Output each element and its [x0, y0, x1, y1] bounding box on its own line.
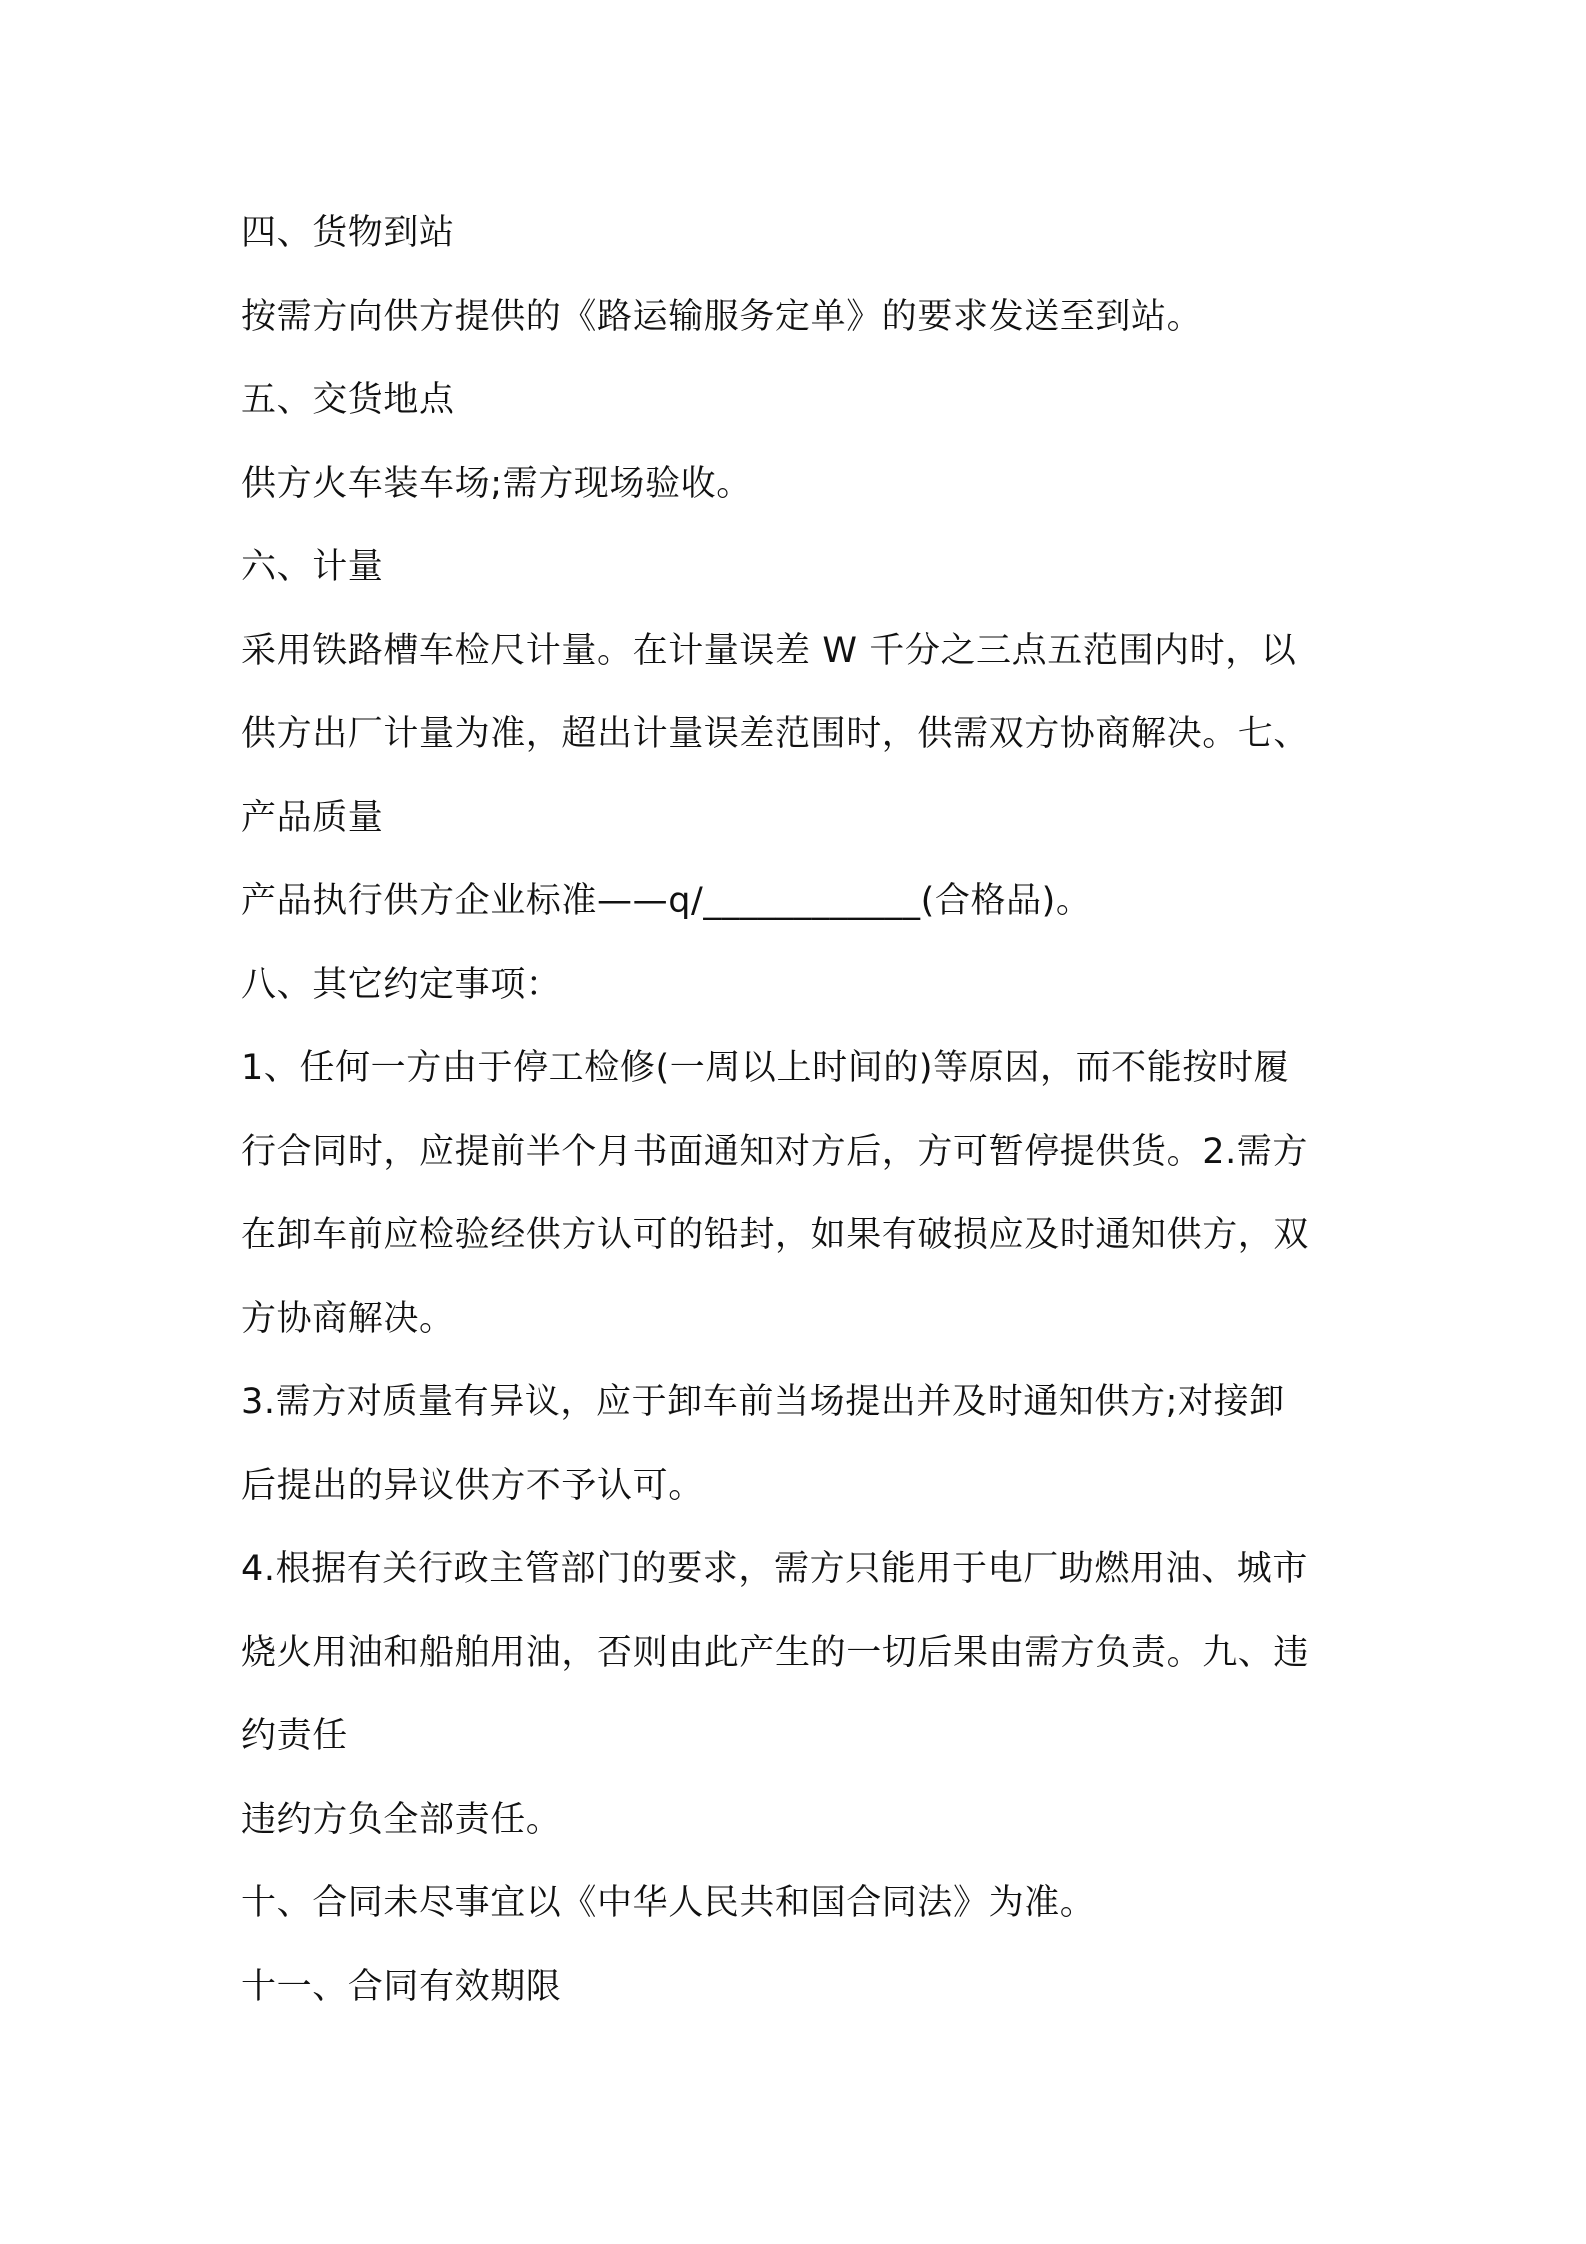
- paragraph-line: 十、合同未尽事宜以《中华人民共和国合同法》为准。: [241, 1883, 1096, 1923]
- paragraph-line: 方协商解决。: [241, 1298, 455, 1339]
- paragraph-line: 烧火用油和船舶用油，否则由此产生的一切后果由需方负责。九、违: [241, 1632, 1310, 1673]
- paragraph-line: 采用铁路槽车检尺计量。在计量误差 W 千分之三点五范围内时，以: [241, 630, 1297, 671]
- paragraph-line: 1、任何一方由于停工检修(一周以上时间的)等原因，而不能按时履: [241, 1048, 1290, 1088]
- section-heading-delivery-station: 四、货物到站: [241, 213, 455, 253]
- section-heading-other-terms: 八、其它约定事项：: [241, 964, 562, 1005]
- paragraph-line: 4.根据有关行政主管部门的要求，需方只能用于电厂助燃用油、城市: [241, 1549, 1308, 1589]
- paragraph-line: 供方出厂计量为准，超出计量误差范围时，供需双方协商解决。七、: [241, 714, 1310, 754]
- section-heading-measurement: 六、计量: [241, 547, 384, 587]
- section-heading-contract-term: 十一、合同有效期限: [241, 1966, 562, 2007]
- paragraph-line: 按需方向供方提供的《路运输服务定单》的要求发送至到站。: [241, 296, 1203, 337]
- paragraph-line: 3.需方对质量有异议，应于卸车前当场提出并及时通知供方;对接卸: [241, 1382, 1285, 1422]
- section-heading-delivery-location: 五、交货地点: [241, 380, 455, 420]
- paragraph-line: 约责任: [241, 1716, 348, 1756]
- document-body: [241, 192, 1361, 2029]
- paragraph-line: 产品执行供方企业标准——q/____________(合格品)。: [241, 881, 1092, 921]
- paragraph-line: 产品质量: [241, 797, 384, 838]
- paragraph-line: 违约方负全部责任。: [241, 1799, 562, 1840]
- paragraph-line: 后提出的异议供方不予认可。: [241, 1465, 704, 1506]
- paragraph-line: 在卸车前应检验经供方认可的铅封，如果有破损应及时通知供方，双: [241, 1215, 1310, 1255]
- paragraph-line: 供方火车装车场;需方现场验收。: [241, 463, 752, 504]
- paragraph-line: 行合同时，应提前半个月书面通知对方后，方可暂停提供货。2.需方: [241, 1131, 1308, 1172]
